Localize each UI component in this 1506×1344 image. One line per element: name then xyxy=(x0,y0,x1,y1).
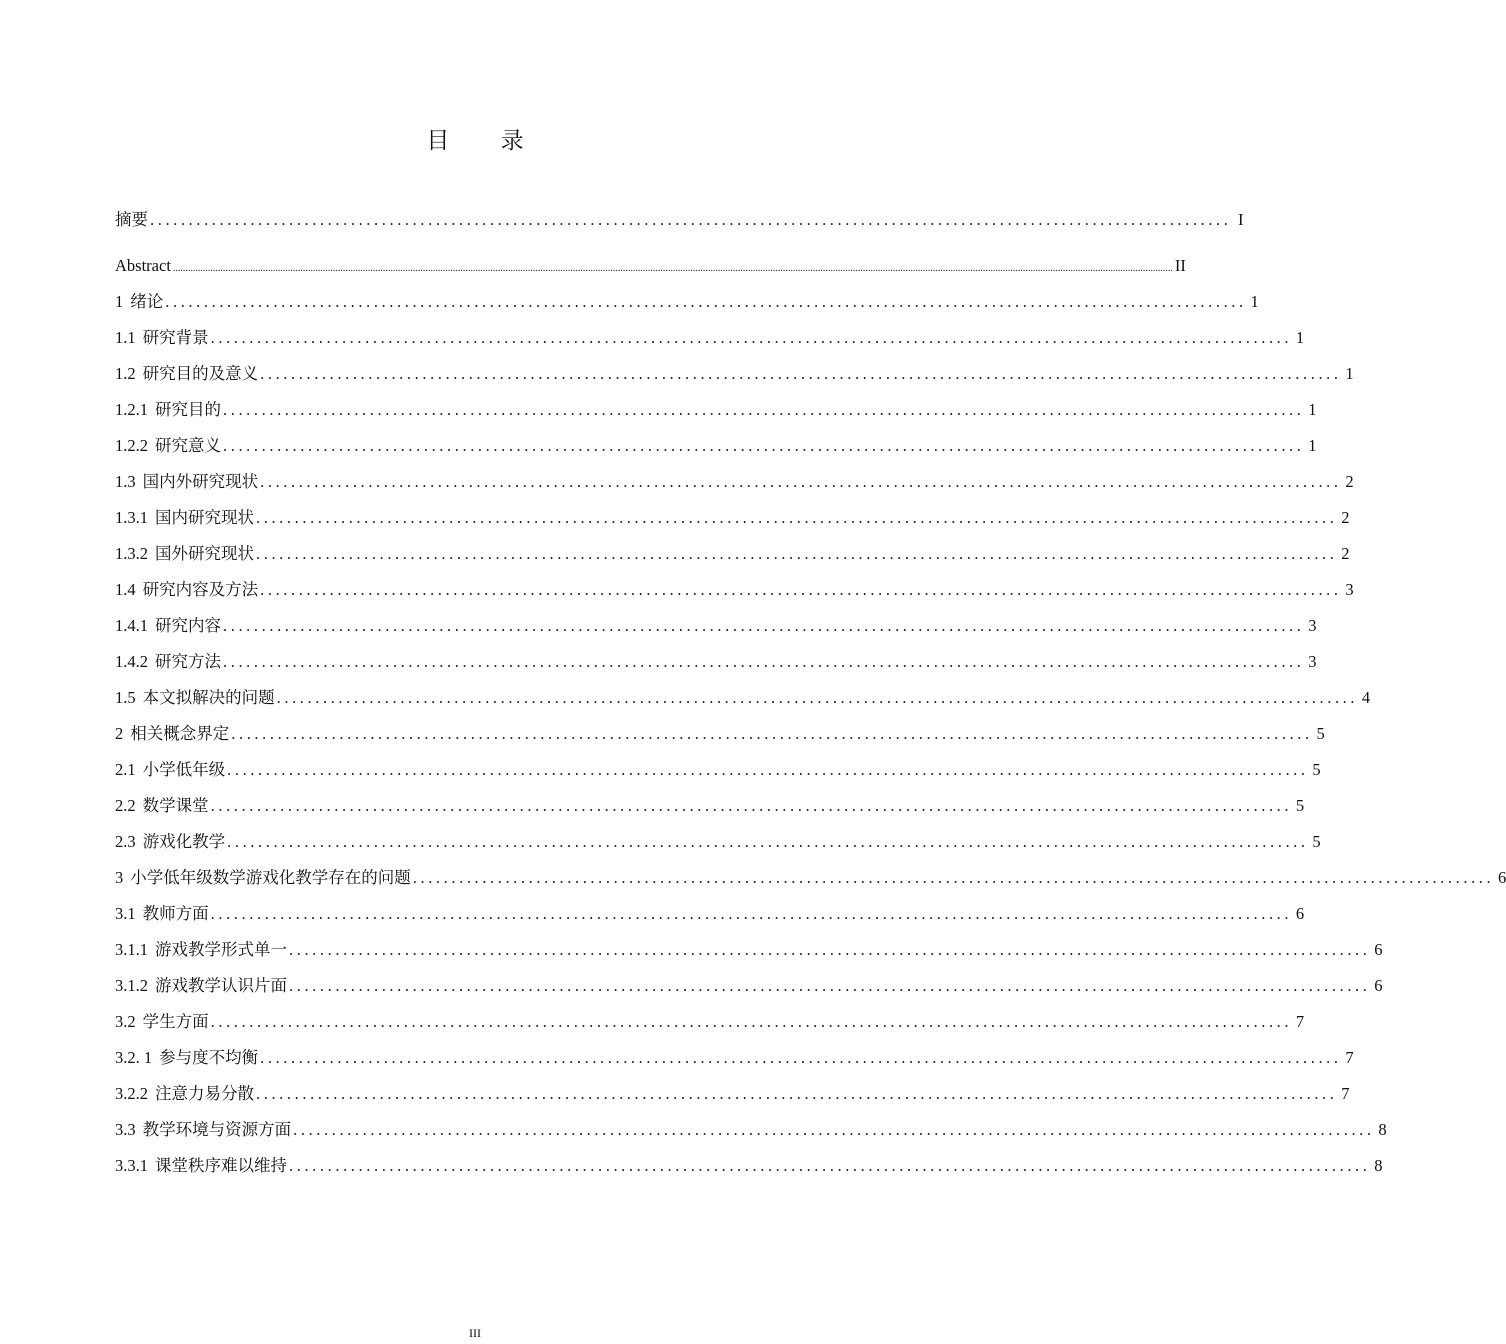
toc-entry-number: 1.2.1 xyxy=(115,400,148,419)
toc-entry-number: 1.3 xyxy=(115,472,136,491)
dot-leader: ............................................................................................................................................ xyxy=(293,1120,1375,1139)
toc-entry-number: 2.2 xyxy=(115,796,136,815)
dot-leader: ............................................................................................................................................ xyxy=(231,724,1313,743)
toc-entry-page: 6 xyxy=(1498,868,1506,887)
toc-entry-title: 研究内容 xyxy=(155,616,221,635)
toc-entry[interactable] xyxy=(115,938,1383,962)
toc-entry[interactable] xyxy=(115,578,1354,602)
toc-entry-number: 3.3 xyxy=(115,1120,136,1139)
toc-entry-page: 2 xyxy=(1345,472,1354,491)
toc-entry-title: 注意力易分散 xyxy=(155,1084,254,1103)
toc-entry[interactable] xyxy=(115,1154,1383,1178)
toc-entry[interactable] xyxy=(115,830,1321,854)
toc-entry-page: 1 xyxy=(1308,436,1317,455)
toc-entry[interactable] xyxy=(115,470,1354,494)
toc-entry[interactable] xyxy=(115,722,1325,746)
toc-entry-title: 课堂秩序难以维持 xyxy=(155,1156,287,1175)
toc-entry-title: 小学低年级数学游戏化教学存在的问题 xyxy=(130,868,411,887)
toc-entry-page: 3 xyxy=(1308,616,1317,635)
toc-entry-title: 研究目的 xyxy=(155,400,221,419)
toc-entry-number: 3.2 xyxy=(115,1012,136,1031)
toc-entry-number: 1 xyxy=(115,292,124,311)
toc-entry[interactable] xyxy=(115,866,1506,890)
toc-entry-title: 教师方面 xyxy=(142,904,209,923)
toc-entry-page: 7 xyxy=(1341,1084,1350,1103)
toc-entry-title: 绪论 xyxy=(130,292,164,311)
toc-entry-page: 5 xyxy=(1312,832,1321,851)
toc-entry-title: 数学课堂 xyxy=(142,796,209,815)
dot-leader: ............................................................................................................................................ xyxy=(289,1156,1371,1175)
toc-entry[interactable] xyxy=(115,326,1305,350)
toc-entry-page: 3 xyxy=(1308,652,1317,671)
dot-leader: ............................................................................................................................................ xyxy=(165,292,1247,311)
dot-leader: ............................................................................................................................................ xyxy=(210,1012,1293,1031)
toc-entry-number: 2.3 xyxy=(115,832,136,851)
dot-leader: ............................................................................................................................................ xyxy=(256,1084,1338,1103)
toc-entry-number: 3.3.1 xyxy=(115,1156,148,1175)
toc-entry-number: 3.1 xyxy=(115,904,136,923)
toc-entry[interactable] xyxy=(115,758,1321,782)
toc-entry-page: 3 xyxy=(1345,580,1354,599)
toc-entry-title: 研究方法 xyxy=(155,652,221,671)
dot-leader: ............................................................................................................................................ xyxy=(227,760,1309,779)
toc-entry[interactable] xyxy=(115,434,1317,458)
dot-leader: ............................................................................................................................................ xyxy=(260,472,1342,491)
toc-entry[interactable] xyxy=(115,542,1350,566)
dot-leader: ............................................................................................................................................ xyxy=(256,544,1338,563)
toc-entry[interactable] xyxy=(115,650,1317,674)
toc-entry[interactable] xyxy=(115,398,1317,422)
dot-leader: ............................................................................................................................................ xyxy=(223,616,1305,635)
toc-entry-number: 2 xyxy=(115,724,124,743)
toc-entry-page: 1 xyxy=(1250,292,1259,311)
toc-entry[interactable] xyxy=(115,254,1186,278)
dot-leader: ............................................................................................................................................ xyxy=(260,580,1342,599)
dot-leader: ............................................................................................................................................ xyxy=(276,688,1359,707)
toc-entry-title: 国外研究现状 xyxy=(155,544,254,563)
toc-entry[interactable] xyxy=(115,614,1317,638)
toc-entry-number: 1.2.2 xyxy=(115,436,148,455)
toc-entry[interactable] xyxy=(115,902,1305,926)
page-title: 目 录 xyxy=(426,128,546,154)
toc-entry[interactable] xyxy=(115,1010,1305,1034)
toc-entry-page: 4 xyxy=(1361,688,1371,707)
dot-leader: ............................................................................................................................................ xyxy=(256,508,1338,527)
toc-entry-title: 研究目的及意义 xyxy=(142,364,259,383)
toc-entry-page: II xyxy=(1174,256,1186,275)
toc-entry[interactable] xyxy=(115,290,1259,314)
dot-leader: ............................................................................................................................................ xyxy=(412,868,1495,887)
toc-entry-page: 7 xyxy=(1345,1048,1354,1067)
toc-entry-number: 3 xyxy=(115,868,124,887)
toc-entry-page: 2 xyxy=(1341,508,1350,527)
toc-entry-title: 国内外研究现状 xyxy=(142,472,259,491)
toc-entry-page: 5 xyxy=(1312,760,1321,779)
dot-leader: ............................................................................................................................................ xyxy=(289,976,1371,995)
toc-entry-number: 1.4.2 xyxy=(115,652,148,671)
dot-leader: ................................................................................................................................................................................................................................................................................................................................................................................................................ xyxy=(172,263,1173,274)
toc-entry-title: 学生方面 xyxy=(142,1012,209,1031)
dot-leader: ............................................................................................................................................ xyxy=(223,400,1305,419)
toc-entry-title: 本文拟解决的问题 xyxy=(142,688,275,707)
toc-entry-page: 5 xyxy=(1316,724,1325,743)
dot-leader: ............................................................................................................................................ xyxy=(223,652,1305,671)
toc-entry-number: 3.2.2 xyxy=(115,1084,148,1103)
dot-leader: ............................................................................................................................................ xyxy=(289,940,1371,959)
toc-entry-page: 1 xyxy=(1295,328,1305,347)
toc-entry-page: 2 xyxy=(1341,544,1350,563)
toc-entry-page: 1 xyxy=(1308,400,1317,419)
toc-entry-number: 1.2 xyxy=(115,364,136,383)
toc-entry-title: 摘要 xyxy=(115,210,148,229)
toc-entry-title: 研究意义 xyxy=(155,436,221,455)
toc-entry-title: Abstract xyxy=(115,256,171,275)
dot-leader: ............................................................................................................................................ xyxy=(210,904,1293,923)
toc-entry-page: 6 xyxy=(1295,904,1305,923)
toc-entry-number: 1.4 xyxy=(115,580,136,599)
toc-entry-title: 小学低年级 xyxy=(142,760,226,779)
toc-entry[interactable] xyxy=(115,362,1354,386)
toc-entry-number: 3.1.2 xyxy=(115,976,148,995)
toc-entry-number: 2.1 xyxy=(115,760,136,779)
toc-entry[interactable] xyxy=(115,974,1383,998)
toc-entry-page: 7 xyxy=(1295,1012,1305,1031)
toc-entry[interactable] xyxy=(115,1046,1354,1070)
toc-entry-number: 1.3.2 xyxy=(115,544,148,563)
toc-entry[interactable] xyxy=(115,1082,1350,1106)
toc-entry-number: 1.3.1 xyxy=(115,508,148,527)
toc-entry-title: 国内研究现状 xyxy=(155,508,254,527)
toc-entry-number: 1.4.1 xyxy=(115,616,148,635)
toc-entry-number: 3.2. 1 xyxy=(115,1048,153,1067)
toc-entry-title: 研究背景 xyxy=(142,328,209,347)
toc-entry[interactable] xyxy=(115,208,1244,232)
toc-entry[interactable] xyxy=(115,506,1350,530)
dot-leader: ............................................................................................................................................ xyxy=(260,364,1342,383)
toc-entry-title: 教学环境与资源方面 xyxy=(142,1120,292,1139)
toc-entry-page: 6 xyxy=(1374,940,1383,959)
toc-entry-page: 6 xyxy=(1374,976,1383,995)
toc-entry-number: 1.5 xyxy=(115,688,136,707)
toc-entry-page: 5 xyxy=(1295,796,1305,815)
toc-entry-title: 相关概念界定 xyxy=(130,724,230,743)
toc-entry-title: 游戏教学形式单一 xyxy=(155,940,287,959)
toc-entry-page: 8 xyxy=(1378,1120,1387,1139)
toc-entry-title: 游戏教学认识片面 xyxy=(155,976,287,995)
toc-entry[interactable] xyxy=(115,1118,1387,1142)
toc-entry[interactable] xyxy=(115,686,1371,710)
toc-entry-page: I xyxy=(1238,210,1244,229)
toc-entry-page: 1 xyxy=(1345,364,1354,383)
dot-leader: ............................................................................................................................................ xyxy=(150,210,1232,229)
dot-leader: ............................................................................................................................................ xyxy=(260,1048,1342,1067)
toc-entry-number: 3.1.1 xyxy=(115,940,148,959)
toc-entry-page: 8 xyxy=(1374,1156,1383,1175)
dot-leader: ............................................................................................................................................ xyxy=(210,796,1293,815)
toc-entry-title: 参与度不均衡 xyxy=(159,1048,259,1067)
dot-leader: ............................................................................................................................................ xyxy=(223,436,1305,455)
toc-entry-title: 游戏化教学 xyxy=(142,832,226,851)
toc-entry[interactable] xyxy=(115,794,1305,818)
toc-entry-number: 1.1 xyxy=(115,328,136,347)
page-number-footer: III xyxy=(469,1326,481,1340)
toc-entry-title: 研究内容及方法 xyxy=(142,580,259,599)
dot-leader: ............................................................................................................................................ xyxy=(210,328,1293,347)
dot-leader: ............................................................................................................................................ xyxy=(227,832,1309,851)
